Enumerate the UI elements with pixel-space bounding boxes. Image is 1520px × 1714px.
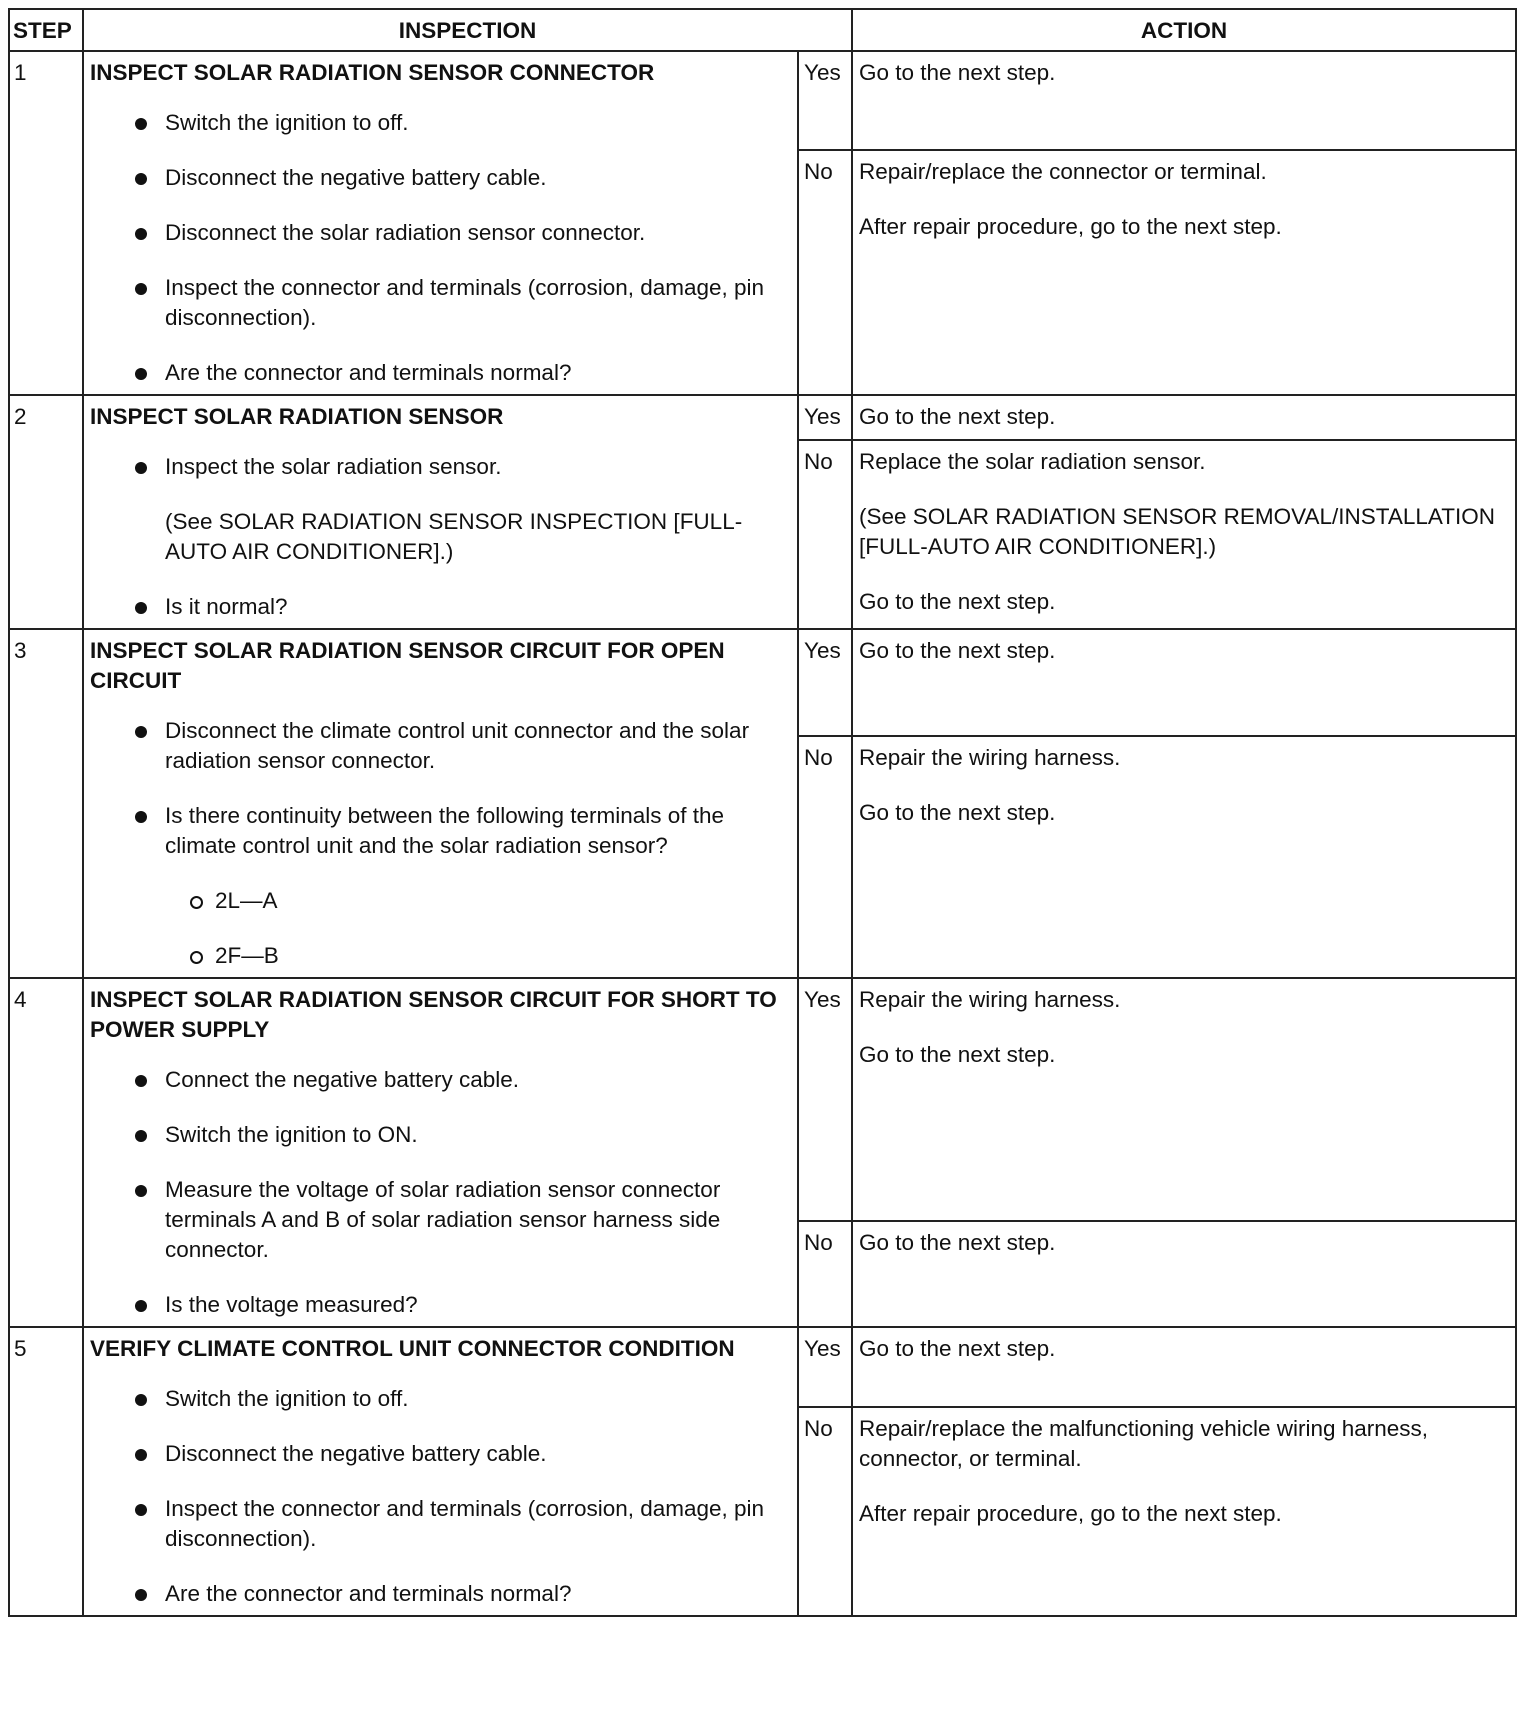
yes-action xyxy=(852,395,1516,440)
no-label: No xyxy=(798,150,852,395)
step-1-yes-row xyxy=(9,51,1516,150)
step-number: 1 xyxy=(9,51,83,395)
action-text: Go to the next step. xyxy=(859,1042,1056,1067)
action-text: Repair/replace the malfunctioning vehicle wiring harness, connector, or terminal. xyxy=(859,1416,1429,1471)
inspection-cell xyxy=(83,978,798,1327)
inspection-question: Are the connector and terminals normal? xyxy=(90,1579,791,1609)
yes-label: Yes xyxy=(798,1327,852,1407)
step-3-yes-row xyxy=(9,629,1516,736)
no-label: No xyxy=(798,440,852,629)
inspection-item: Connect the negative battery cable. xyxy=(90,1065,791,1095)
inspection-list xyxy=(90,716,791,971)
action-text: Go to the next step. xyxy=(859,638,1056,663)
no-label: No xyxy=(798,736,852,978)
action-text: Repair the wiring harness. xyxy=(859,745,1121,770)
action-text: After repair procedure, go to the next step. xyxy=(859,1501,1282,1526)
no-action xyxy=(852,440,1516,629)
yes-label: Yes xyxy=(798,629,852,736)
inspection-item: Switch the ignition to off. xyxy=(90,108,791,138)
inspection-item: Disconnect the negative battery cable. xyxy=(90,163,791,193)
no-action xyxy=(852,736,1516,978)
troubleshooting-table xyxy=(8,8,1517,1617)
yes-label: Yes xyxy=(798,51,852,150)
inspection-list xyxy=(90,1065,791,1320)
no-label: No xyxy=(798,1221,852,1327)
header-row xyxy=(9,9,1516,51)
inspection-item: Switch the ignition to ON. xyxy=(90,1120,791,1150)
action-text: After repair procedure, go to the next step. xyxy=(859,214,1282,239)
inspection-item: Inspect the connector and terminals (corrosion, damage, pin disconnection). xyxy=(90,1494,791,1554)
step-title: INSPECT SOLAR RADIATION SENSOR CIRCUIT FOR SHORT TO POWER SUPPLY xyxy=(90,987,777,1042)
action-text: Go to the next step. xyxy=(859,404,1056,429)
step-title: VERIFY CLIMATE CONTROL UNIT CONNECTOR CONDITION xyxy=(90,1336,735,1361)
header-action: ACTION xyxy=(852,9,1516,51)
step-number: 4 xyxy=(9,978,83,1327)
yes-label: Yes xyxy=(798,395,852,440)
inspection-list xyxy=(90,1384,791,1609)
inspection-list xyxy=(90,452,791,482)
action-text: Repair/replace the connector or terminal. xyxy=(859,159,1267,184)
no-action xyxy=(852,150,1516,395)
yes-action xyxy=(852,978,1516,1221)
inspection-item: Disconnect the negative battery cable. xyxy=(90,1439,791,1469)
inspection-cell xyxy=(83,51,798,395)
inspection-item: Measure the voltage of solar radiation sensor connector terminals A and B of solar radiation sensor harness side connector. xyxy=(90,1175,791,1265)
inspection-item: Disconnect the climate control unit connector and the solar radiation sensor connector. xyxy=(90,716,791,776)
no-action xyxy=(852,1407,1516,1616)
step-title: INSPECT SOLAR RADIATION SENSOR CIRCUIT FOR OPEN CIRCUIT xyxy=(90,638,725,693)
diagnostic-procedure-sheet xyxy=(8,8,1515,1617)
inspection-item: Inspect the connector and terminals (corrosion, damage, pin disconnection). xyxy=(90,273,791,333)
action-text: Go to the next step. xyxy=(859,60,1056,85)
action-reference: (See SOLAR RADIATION SENSOR REMOVAL/INSTALLATION [FULL-AUTO AIR CONDITIONER].) xyxy=(859,504,1495,560)
inspection-list xyxy=(90,592,791,622)
inspection-cell xyxy=(83,395,798,629)
inspection-question: Is it normal? xyxy=(90,592,791,622)
header-inspection: INSPECTION xyxy=(83,9,852,51)
inspection-question: Are the connector and terminals normal? xyxy=(90,358,791,388)
terminal-list xyxy=(165,886,791,971)
inspection-question: Is the voltage measured? xyxy=(90,1290,791,1320)
inspection-question xyxy=(90,801,791,971)
inspection-cell xyxy=(83,1327,798,1616)
inspection-item: Inspect the solar radiation sensor. xyxy=(90,452,791,482)
action-text: Go to the next step. xyxy=(859,589,1056,615)
inspection-reference: (See SOLAR RADIATION SENSOR INSPECTION [FULL-AUTO AIR CONDITIONER].) xyxy=(165,509,743,564)
inspection-question-text: Is there continuity between the following terminals of the climate control unit and the solar radiation sensor? xyxy=(165,803,725,858)
step-title: INSPECT SOLAR RADIATION SENSOR xyxy=(90,404,504,429)
inspection-item: Disconnect the solar radiation sensor connector. xyxy=(90,218,791,248)
action-text: Repair the wiring harness. xyxy=(859,987,1121,1012)
no-action xyxy=(852,1221,1516,1327)
action-text: Go to the next step. xyxy=(859,800,1056,825)
step-number: 3 xyxy=(9,629,83,978)
yes-action xyxy=(852,629,1516,736)
step-number: 2 xyxy=(9,395,83,629)
terminal-pair: 2F—B xyxy=(165,941,791,971)
header-step: STEP xyxy=(9,9,83,51)
step-number: 5 xyxy=(9,1327,83,1616)
step-5-yes-row xyxy=(9,1327,1516,1407)
action-text: Go to the next step. xyxy=(859,1230,1056,1255)
step-4-yes-row xyxy=(9,978,1516,1221)
inspection-list xyxy=(90,108,791,388)
step-2-yes-row xyxy=(9,395,1516,440)
yes-action xyxy=(852,1327,1516,1407)
inspection-item: Switch the ignition to off. xyxy=(90,1384,791,1414)
action-text: Go to the next step. xyxy=(859,1336,1056,1361)
step-title: INSPECT SOLAR RADIATION SENSOR CONNECTOR xyxy=(90,60,655,85)
yes-action xyxy=(852,51,1516,150)
action-text: Replace the solar radiation sensor. xyxy=(859,449,1206,475)
no-label: No xyxy=(798,1407,852,1616)
terminal-pair: 2L—A xyxy=(165,886,791,916)
inspection-cell xyxy=(83,629,798,978)
yes-label: Yes xyxy=(798,978,852,1221)
